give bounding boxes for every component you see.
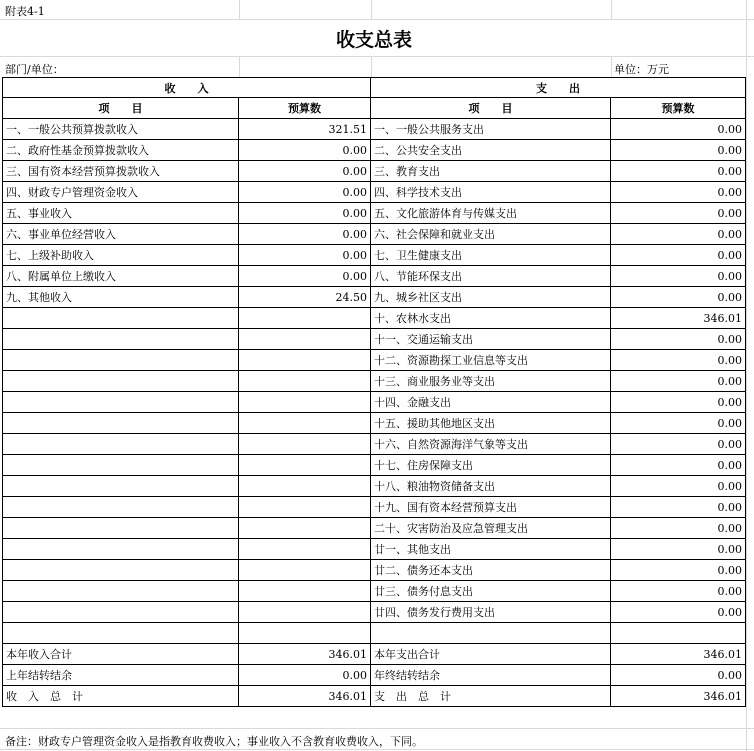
income-budget-cell[interactable] — [239, 602, 371, 623]
table-row — [2, 245, 746, 266]
table-row — [2, 539, 746, 560]
expense-item-cell[interactable]: 十四、金融支出 — [371, 392, 611, 413]
income-item-cell[interactable]: 七、上级补助收入 — [2, 245, 239, 266]
expense-budget-header: 预算数 — [611, 98, 746, 119]
income-item-cell[interactable] — [2, 434, 239, 455]
income-budget-cell[interactable]: 0.00 — [239, 140, 371, 161]
gridline — [239, 0, 240, 20]
table-row — [2, 182, 746, 203]
income-budget-cell[interactable]: 0.00 — [239, 224, 371, 245]
table-row — [2, 371, 746, 392]
table-row — [2, 665, 746, 686]
income-budget-cell[interactable] — [239, 497, 371, 518]
expense-budget-cell[interactable]: 0.00 — [611, 392, 746, 413]
column-header-row — [2, 98, 746, 119]
income-item-cell[interactable]: 本年收入合计 — [2, 644, 239, 665]
income-budget-cell[interactable] — [239, 434, 371, 455]
expense-item-cell[interactable]: 七、卫生健康支出 — [371, 245, 611, 266]
expense-budget-cell[interactable]: 0.00 — [611, 203, 746, 224]
expense-item-cell[interactable]: 一、一般公共服务支出 — [371, 119, 611, 140]
income-item-cell[interactable] — [2, 455, 239, 476]
income-budget-cell[interactable] — [239, 371, 371, 392]
income-item-cell[interactable]: 上年结转结余 — [2, 665, 239, 686]
table-row — [2, 308, 746, 329]
income-budget-cell[interactable] — [239, 476, 371, 497]
expense-budget-cell[interactable]: 0.00 — [611, 329, 746, 350]
expense-budget-cell[interactable]: 0.00 — [611, 287, 746, 308]
income-budget-cell[interactable] — [239, 392, 371, 413]
income-budget-cell[interactable]: 24.50 — [239, 287, 371, 308]
table-row — [2, 203, 746, 224]
income-budget-cell[interactable]: 0.00 — [239, 665, 371, 686]
expense-item-cell[interactable]: 九、城乡社区支出 — [371, 287, 611, 308]
table-row — [2, 413, 746, 434]
expense-budget-cell[interactable]: 0.00 — [611, 581, 746, 602]
expense-item-cell[interactable]: 十二、资源勘探工业信息等支出 — [371, 350, 611, 371]
table-row — [2, 392, 746, 413]
income-budget-cell[interactable] — [239, 350, 371, 371]
income-budget-cell[interactable]: 0.00 — [239, 161, 371, 182]
attachment-label: 附表4-1 — [5, 5, 45, 18]
income-budget-cell[interactable]: 0.00 — [239, 182, 371, 203]
table-row — [2, 287, 746, 308]
expense-item-cell[interactable]: 廿二、债务还本支出 — [371, 560, 611, 581]
expense-budget-cell[interactable]: 0.00 — [611, 497, 746, 518]
expense-budget-cell[interactable]: 346.01 — [611, 686, 746, 707]
income-item-cell[interactable]: 九、其他收入 — [2, 287, 239, 308]
table-title: 收支总表 — [335, 28, 412, 51]
table-row — [2, 455, 746, 476]
footnote: 备注：财政专户管理资金收入是指教育收费收入；事业收入不含教育收费收入，下同。 — [5, 735, 423, 748]
gridline — [611, 0, 612, 20]
income-budget-cell[interactable] — [239, 539, 371, 560]
unit-label: 单位：万元 — [614, 63, 669, 76]
income-item-cell[interactable] — [2, 350, 239, 371]
income-budget-cell[interactable]: 346.01 — [239, 686, 371, 707]
table-row — [2, 119, 746, 140]
income-item-cell[interactable]: 三、国有资本经营预算拨款收入 — [2, 161, 239, 182]
expense-budget-cell[interactable]: 0.00 — [611, 182, 746, 203]
income-item-cell[interactable] — [2, 413, 239, 434]
expense-budget-cell[interactable]: 0.00 — [611, 266, 746, 287]
expense-budget-cell[interactable]: 0.00 — [611, 518, 746, 539]
table-row — [2, 581, 746, 602]
expense-budget-cell[interactable]: 0.00 — [611, 245, 746, 266]
income-item-cell[interactable] — [2, 539, 239, 560]
income-budget-cell[interactable]: 346.01 — [239, 644, 371, 665]
expense-item-cell[interactable] — [371, 623, 611, 644]
expense-item-cell[interactable]: 十五、援助其他地区支出 — [371, 413, 611, 434]
expense-budget-cell[interactable]: 0.00 — [611, 665, 746, 686]
expense-budget-cell[interactable]: 346.01 — [611, 644, 746, 665]
expense-budget-cell[interactable]: 0.00 — [611, 602, 746, 623]
income-item-cell[interactable] — [2, 476, 239, 497]
gridline — [611, 56, 612, 77]
expense-item-cell[interactable]: 二十、灾害防治及应急管理支出 — [371, 518, 611, 539]
table-row — [2, 644, 746, 665]
table-row — [2, 329, 746, 350]
gridline — [371, 0, 372, 20]
expense-budget-cell[interactable]: 0.00 — [611, 161, 746, 182]
expense-item-cell[interactable]: 支 出 总 计 — [371, 686, 611, 707]
income-item-cell[interactable] — [2, 308, 239, 329]
expense-budget-cell[interactable]: 0.00 — [611, 539, 746, 560]
gridline — [0, 749, 754, 750]
expense-item-cell[interactable]: 八、节能环保支出 — [371, 266, 611, 287]
income-budget-cell[interactable]: 0.00 — [239, 203, 371, 224]
income-item-cell[interactable]: 六、事业单位经营收入 — [2, 224, 239, 245]
table-row — [2, 350, 746, 371]
income-item-cell[interactable]: 一、一般公共预算拨款收入 — [2, 119, 239, 140]
income-item-cell[interactable] — [2, 581, 239, 602]
expense-item-cell[interactable]: 廿四、债务发行费用支出 — [371, 602, 611, 623]
income-budget-cell[interactable] — [239, 455, 371, 476]
expense-budget-cell[interactable]: 0.00 — [611, 119, 746, 140]
income-item-cell[interactable]: 八、附属单位上缴收入 — [2, 266, 239, 287]
income-item-cell[interactable] — [2, 329, 239, 350]
expense-item-cell[interactable]: 三、教育支出 — [371, 161, 611, 182]
table-row — [2, 497, 746, 518]
table-row — [2, 686, 746, 707]
expense-item-cell[interactable]: 十一、交通运输支出 — [371, 329, 611, 350]
expense-budget-cell[interactable]: 0.00 — [611, 224, 746, 245]
income-item-cell[interactable]: 二、政府性基金预算拨款收入 — [2, 140, 239, 161]
expense-item-cell[interactable]: 年终结转结余 — [371, 665, 611, 686]
expense-item-cell[interactable]: 十三、商业服务业等支出 — [371, 371, 611, 392]
expense-item-cell[interactable]: 十七、住房保障支出 — [371, 455, 611, 476]
income-header: 收 入 — [2, 77, 371, 98]
gridline — [239, 56, 240, 77]
gridline — [371, 56, 372, 77]
income-budget-cell[interactable] — [239, 560, 371, 581]
income-budget-cell[interactable]: 321.51 — [239, 119, 371, 140]
expense-budget-cell[interactable]: 0.00 — [611, 413, 746, 434]
expense-budget-cell[interactable] — [611, 623, 746, 644]
expense-budget-cell[interactable]: 0.00 — [611, 455, 746, 476]
department-label: 部门/单位： — [5, 63, 64, 76]
income-budget-cell[interactable] — [239, 308, 371, 329]
expense-item-cell[interactable]: 廿三、债务付息支出 — [371, 581, 611, 602]
expense-item-cell[interactable]: 十八、粮油物资储备支出 — [371, 476, 611, 497]
income-budget-cell[interactable]: 0.00 — [239, 245, 371, 266]
income-budget-cell[interactable] — [239, 518, 371, 539]
expense-item-cell[interactable]: 本年支出合计 — [371, 644, 611, 665]
expense-item-cell[interactable]: 廿一、其他支出 — [371, 539, 611, 560]
gridline — [0, 728, 754, 729]
income-budget-cell[interactable] — [239, 413, 371, 434]
income-budget-cell[interactable] — [239, 329, 371, 350]
expense-item-cell[interactable]: 四、科学技术支出 — [371, 182, 611, 203]
table-row — [2, 560, 746, 581]
expense-item-header: 项 目 — [371, 98, 611, 119]
income-budget-cell[interactable] — [239, 623, 371, 644]
income-item-cell[interactable] — [2, 497, 239, 518]
expense-item-cell[interactable]: 十六、自然资源海洋气象等支出 — [371, 434, 611, 455]
income-item-header: 项 目 — [2, 98, 239, 119]
table-row — [2, 266, 746, 287]
expense-item-cell[interactable]: 六、社会保障和就业支出 — [371, 224, 611, 245]
table-row — [2, 602, 746, 623]
income-budget-header: 预算数 — [239, 98, 371, 119]
table-row — [2, 161, 746, 182]
gridline — [746, 0, 747, 751]
table-row — [2, 140, 746, 161]
table-row — [2, 518, 746, 539]
income-item-cell[interactable] — [2, 518, 239, 539]
table-row — [2, 224, 746, 245]
income-item-cell[interactable] — [2, 392, 239, 413]
expense-budget-cell[interactable]: 0.00 — [611, 350, 746, 371]
expense-budget-cell[interactable]: 0.00 — [611, 560, 746, 581]
table-row — [2, 623, 746, 644]
income-item-cell[interactable] — [2, 560, 239, 581]
expense-item-cell[interactable]: 二、公共安全支出 — [371, 140, 611, 161]
expense-item-cell[interactable]: 十九、国有资本经营预算支出 — [371, 497, 611, 518]
expense-item-cell[interactable]: 十、农林水支出 — [371, 308, 611, 329]
expense-budget-cell[interactable]: 346.01 — [611, 308, 746, 329]
expense-item-cell[interactable]: 五、文化旅游体育与传媒支出 — [371, 203, 611, 224]
income-item-cell[interactable] — [2, 371, 239, 392]
expense-budget-cell[interactable]: 0.00 — [611, 371, 746, 392]
income-budget-cell[interactable] — [239, 581, 371, 602]
income-item-cell[interactable]: 五、事业收入 — [2, 203, 239, 224]
table-row — [2, 476, 746, 497]
income-item-cell[interactable] — [2, 623, 239, 644]
income-item-cell[interactable]: 四、财政专户管理资金收入 — [2, 182, 239, 203]
expense-budget-cell[interactable]: 0.00 — [611, 434, 746, 455]
expense-header: 支 出 — [371, 77, 746, 98]
income-budget-cell[interactable]: 0.00 — [239, 266, 371, 287]
section-header-row — [2, 77, 746, 98]
expense-budget-cell[interactable]: 0.00 — [611, 140, 746, 161]
expense-budget-cell[interactable]: 0.00 — [611, 476, 746, 497]
table-row — [2, 434, 746, 455]
income-item-cell[interactable] — [2, 602, 239, 623]
gridline — [0, 56, 754, 57]
income-item-cell[interactable]: 收 入 总 计 — [2, 686, 239, 707]
